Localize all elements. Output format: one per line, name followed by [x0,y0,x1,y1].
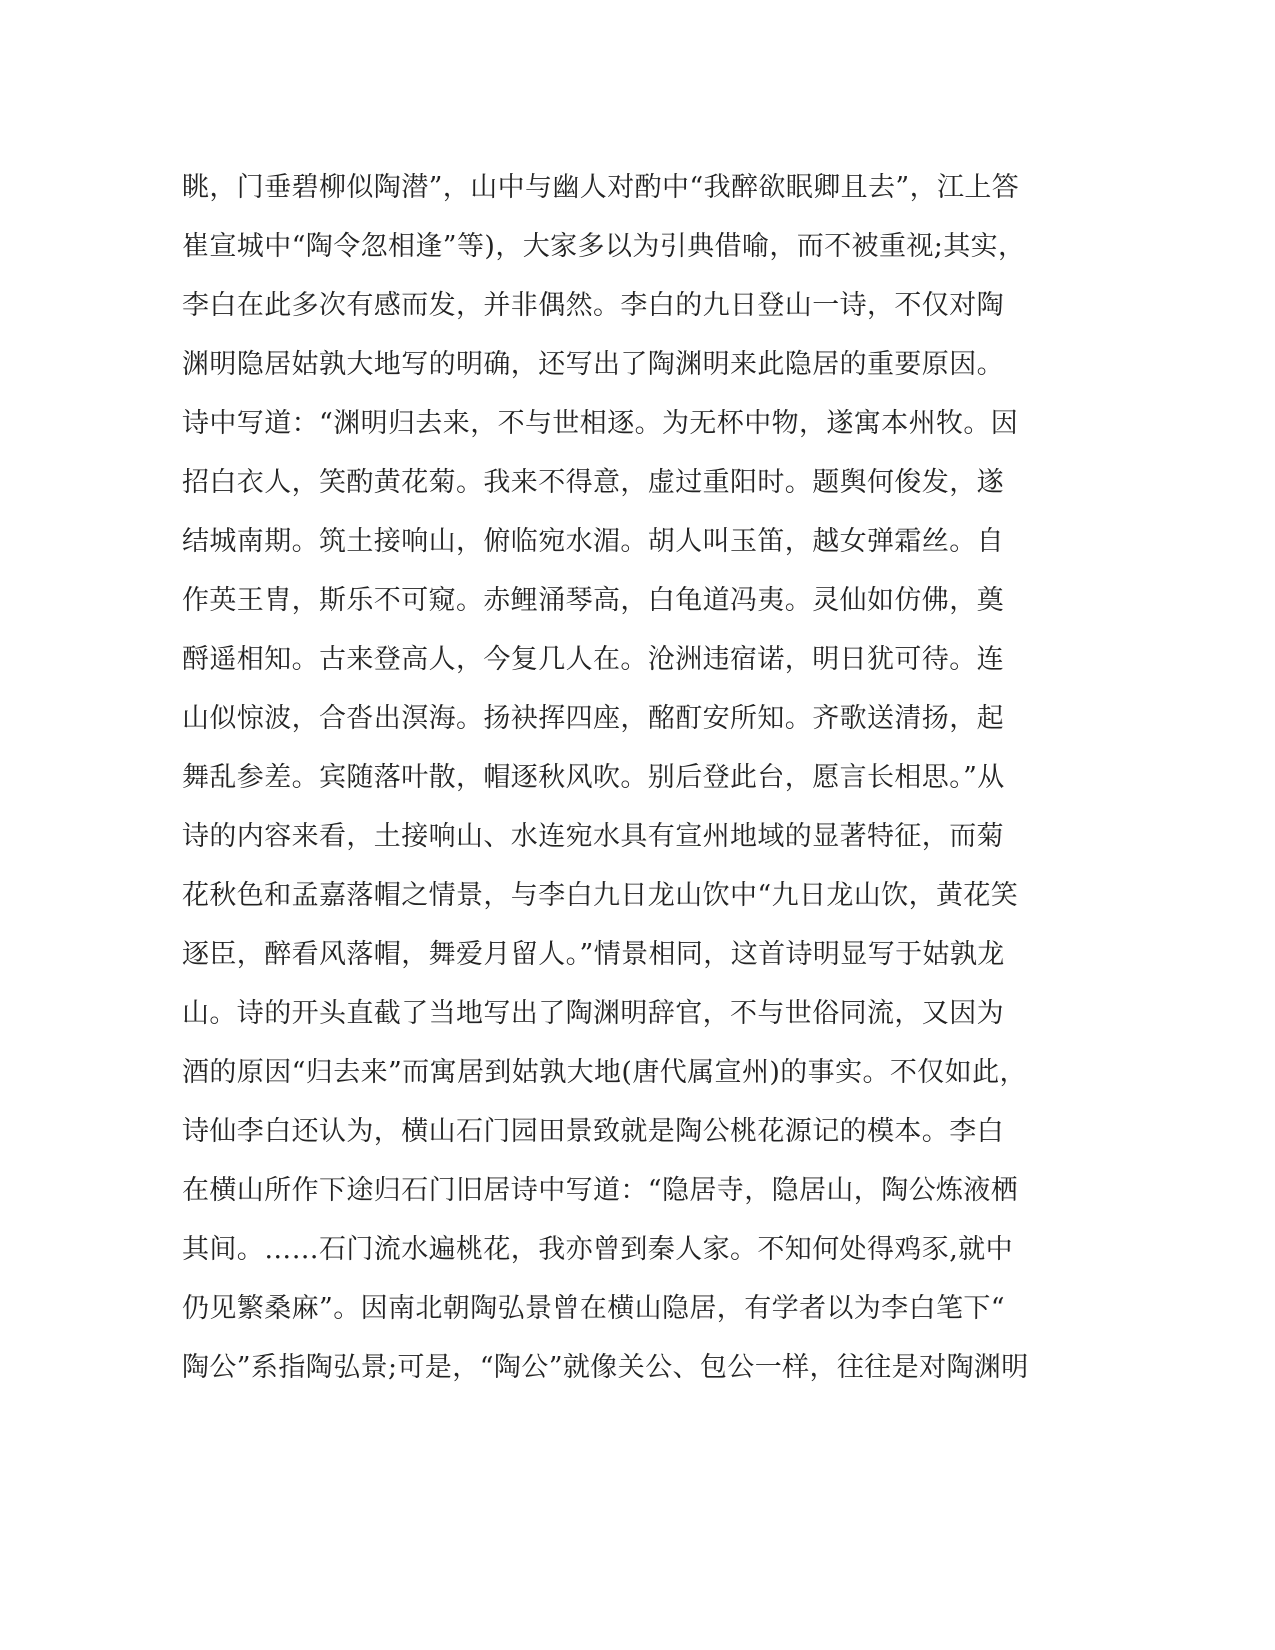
text-line-18: 在横山所作下途归石门旧居诗中写道：“隐居寺，隐居山，陶公炼液栖 [182,1175,1019,1206]
text-line-20: 仍见繁桑麻”。因南北朝陶弘景曾在横山隐居，有学者以为李白笔下“ [182,1293,1006,1324]
text-line-13: 花秋色和孟嘉落帽之情景，与李白九日龙山饮中“九日龙山饮，黄花笑 [182,880,1019,911]
text-line-16: 酒的原因“归去来”而寓居到姑孰大地(唐代属宣州)的事实。不仅如此， [182,1057,1027,1088]
text-line-3: 李白在此多次有感而发，并非偶然。李白的九日登山一诗，不仅对陶 [182,290,1004,321]
text-line-10: 山似惊波，合沓出溟海。扬袂挥四座，酩酊安所知。齐歌送清扬，起 [182,703,1004,734]
text-line-8: 作英王胄，斯乐不可窥。赤鲤涌琴高，白龟道冯夷。灵仙如仿佛，奠 [182,585,1004,616]
text-line-9: 酹遥相知。古来登高人，今复几人在。沧洲违宿诺，明日犹可待。连 [182,644,1004,675]
text-line-1: 眺，门垂碧柳似陶潜”，山中与幽人对酌中“我醉欲眠卿且去”，江上答 [182,172,1020,203]
text-line-4: 渊明隐居姑孰大地写的明确，还写出了陶渊明来此隐居的重要原因。 [182,349,1004,380]
text-line-19: 其间。……石门流水遍桃花，我亦曾到秦人家。不知何处得鸡豕,就中 [182,1234,1013,1265]
text-line-15: 山。诗的开头直截了当地写出了陶渊明辞官，不与世俗同流，又因为 [182,998,1004,1029]
text-line-11: 舞乱参差。宾随落叶散，帽逐秋风吹。别后登此台，愿言长相思。”从 [182,762,1005,793]
text-line-17: 诗仙李白还认为，横山石门园田景致就是陶公桃花源记的模本。李白 [182,1116,1004,1147]
text-line-2: 崔宣城中“陶令忽相逢”等)，大家多以为引典借喻，而不被重视;其实， [182,231,1026,262]
text-line-21: 陶公”系指陶弘景;可是，“陶公”就像关公、包公一样，往往是对陶渊明 [182,1352,1029,1383]
text-line-12: 诗的内容来看，土接响山、水连宛水具有宣州地域的显著特征，而菊 [182,821,1004,852]
text-line-5: 诗中写道：“渊明归去来，不与世相逐。为无杯中物，遂寓本州牧。因 [182,408,1019,439]
text-line-7: 结城南期。筑土接响山，俯临宛水湄。胡人叫玉笛，越女弹霜丝。自 [182,526,1004,557]
body-text [182,158,1042,1397]
text-line-6: 招白衣人，笑酌黄花菊。我来不得意，虚过重阳时。题舆何俊发，遂 [182,467,1004,498]
text-line-14: 逐臣，醉看风落帽，舞爱月留人。”情景相同，这首诗明显写于姑孰龙 [182,939,1005,970]
